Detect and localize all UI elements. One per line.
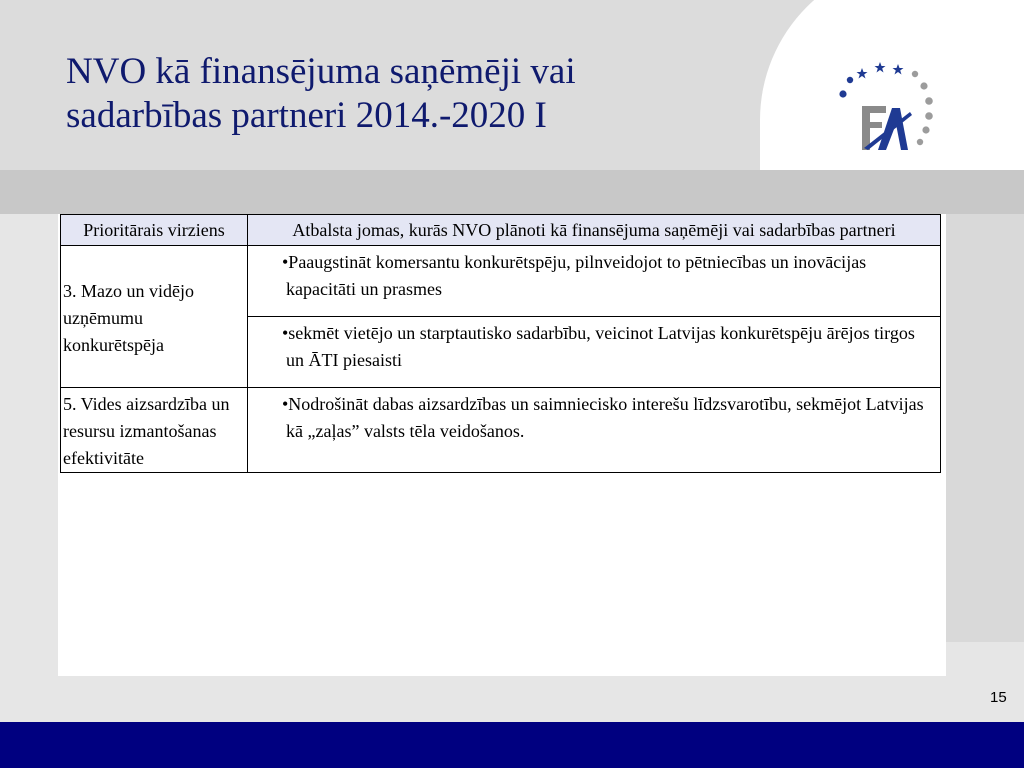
area-text: •Paaugstināt komersantu konkurētspēju, pilnveidojot to pētniecības un inovācijas kapacitāti un prasmes bbox=[282, 252, 867, 299]
priority-cell: 5. Vides aizsardzība un resursu izmantošanas efektivitāte bbox=[61, 388, 248, 473]
side-strip bbox=[946, 214, 1024, 642]
area-text: •Nodrošināt dabas aizsardzības un saimniecisko interešu līdzsvarotību, sekmējot Latvijas kā „zaļas” valsts tēla veidošanos. bbox=[282, 394, 924, 441]
page-number: 15 bbox=[990, 689, 1007, 706]
area-cell bbox=[248, 388, 941, 473]
area-text: •sekmēt vietējo un starptautisko sadarbību, veicinot Latvijas konkurētspēju ārējos tirgos un ĀTI piesaisti bbox=[282, 323, 915, 370]
title-line-1: NVO kā finansējuma saņēmēji vai bbox=[66, 51, 576, 92]
area-cell bbox=[248, 317, 941, 388]
funding-table bbox=[60, 214, 941, 473]
divider-bar bbox=[0, 170, 1024, 214]
slide-title bbox=[66, 50, 746, 138]
area-cell bbox=[248, 246, 941, 317]
table-header-row bbox=[61, 215, 941, 246]
title-line-2: sadarbības partneri 2014.-2020 I bbox=[66, 95, 547, 136]
table-row bbox=[61, 246, 941, 317]
column-header-areas: Atbalsta jomas, kurās NVO plānoti kā finansējuma saņēmēji vai sadarbības partneri bbox=[248, 215, 941, 246]
column-header-priority: Prioritārais virziens bbox=[61, 215, 248, 246]
footer-bar bbox=[0, 722, 1024, 768]
priority-cell: 3. Mazo un vidējo uzņēmumu konkurētspēja bbox=[61, 246, 248, 388]
fm-ministry-logo-icon bbox=[834, 58, 944, 158]
table-row bbox=[61, 388, 941, 473]
